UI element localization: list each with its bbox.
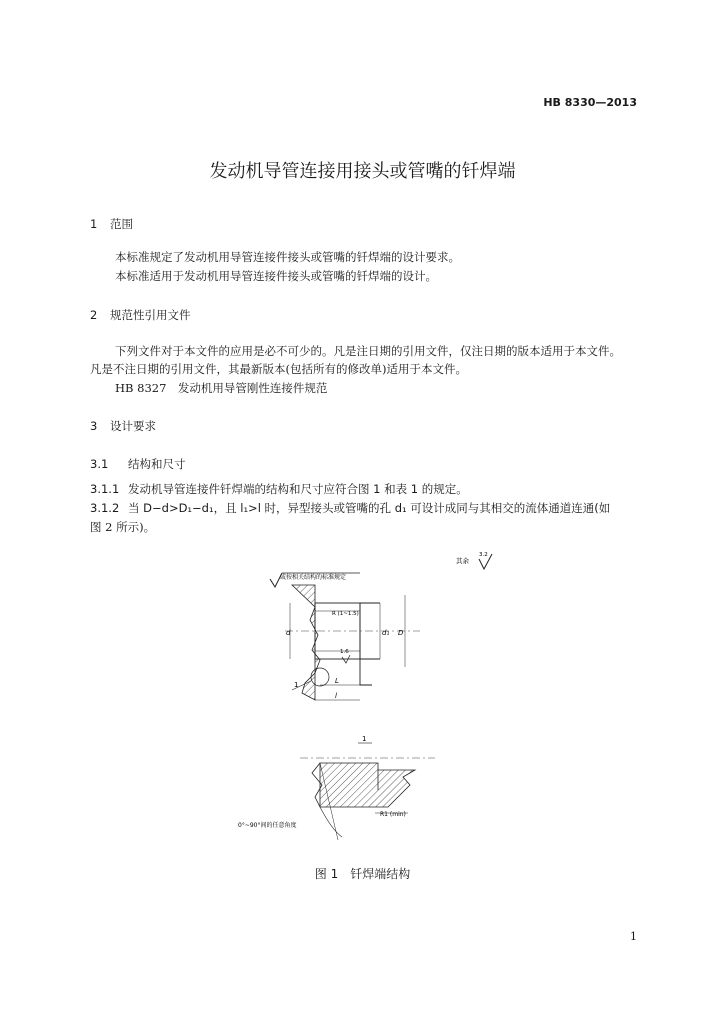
svg-text:或按相关结构的标准规定: 或按相关结构的标准规定 <box>280 574 347 581</box>
section-title: 设计要求 <box>110 419 156 433</box>
section-number: 1 <box>90 217 98 231</box>
svg-text:D: D <box>398 629 404 637</box>
svg-text:1.6: 1.6 <box>340 649 349 655</box>
clause-number: 3.1.2 <box>90 501 120 515</box>
section-number: 3 <box>90 419 98 433</box>
figure-1-drawing <box>220 545 640 855</box>
detail-view <box>238 735 435 840</box>
svg-text:d: d <box>286 629 291 637</box>
section-1-heading <box>90 216 133 232</box>
standard-code: HB 8330—2013 <box>543 96 637 109</box>
svg-text:R (1~1.5): R (1~1.5) <box>332 611 359 617</box>
svg-text:d₁: d₁ <box>382 629 390 637</box>
clause-text: 当 D−d>D₁−d₁，且 l₁>l 时，异型接头或管嘴的孔 d₁ 可设计成同与其相交的流体通道连通(如 <box>128 501 611 515</box>
clause-number: 3.1.1 <box>90 482 120 496</box>
svg-text:3.2: 3.2 <box>479 552 488 558</box>
section-2-para-line-1: 下列文件对于本文件的应用是必不可少的。凡是注日期的引用文件，仅注日期的版本适用于本文件。 <box>115 344 621 358</box>
section-3-heading <box>90 418 156 434</box>
main-section-view <box>285 585 420 700</box>
section-title: 范围 <box>110 217 133 231</box>
svg-text:L: L <box>335 677 339 685</box>
section-2-para-line-2: 凡是不注日期的引用文件，其最新版本(包括所有的修改单)适用于本文件。 <box>90 362 467 376</box>
svg-text:1: 1 <box>362 735 367 743</box>
clause-text: 发动机导管连接件钎焊端的结构和尺寸应符合图 1 和表 1 的规定。 <box>128 482 468 496</box>
svg-text:R1 (min): R1 (min) <box>380 811 406 818</box>
clause-3-1-1 <box>90 481 468 498</box>
section-1-para-1: 本标准规定了发动机用导管连接件接头或管嘴的钎焊端的设计要求。 <box>115 250 460 264</box>
svg-text:l: l <box>335 692 337 700</box>
section-title: 规范性引用文件 <box>110 308 191 322</box>
section-2-heading <box>90 307 191 323</box>
normative-reference: HB 8327 发动机用导管刚性连接件规范 <box>115 381 328 395</box>
svg-text:0°~90°间的任意角度: 0°~90°间的任意角度 <box>238 822 297 829</box>
svg-text:其余: 其余 <box>456 557 469 565</box>
clause-3-1-2-continued: 图 2 所示)。 <box>90 520 156 534</box>
roughness-note <box>456 552 492 569</box>
svg-text:1: 1 <box>294 681 299 689</box>
section-number: 2 <box>90 308 98 322</box>
document-title: 发动机导管连接用接头或管嘴的钎焊端 <box>209 161 516 182</box>
section-1-para-2: 本标准适用于发动机用导管连接件接头或管嘴的钎焊端的设计。 <box>115 269 437 283</box>
subsection-number: 3.1 <box>90 457 109 471</box>
page-number: 1 <box>630 930 637 943</box>
figure-caption: 图 1 钎焊端结构 <box>314 867 411 881</box>
clause-3-1-2 <box>90 500 610 517</box>
subsection-title: 结构和尺寸 <box>128 457 186 471</box>
subsection-3-1-heading <box>90 456 186 472</box>
